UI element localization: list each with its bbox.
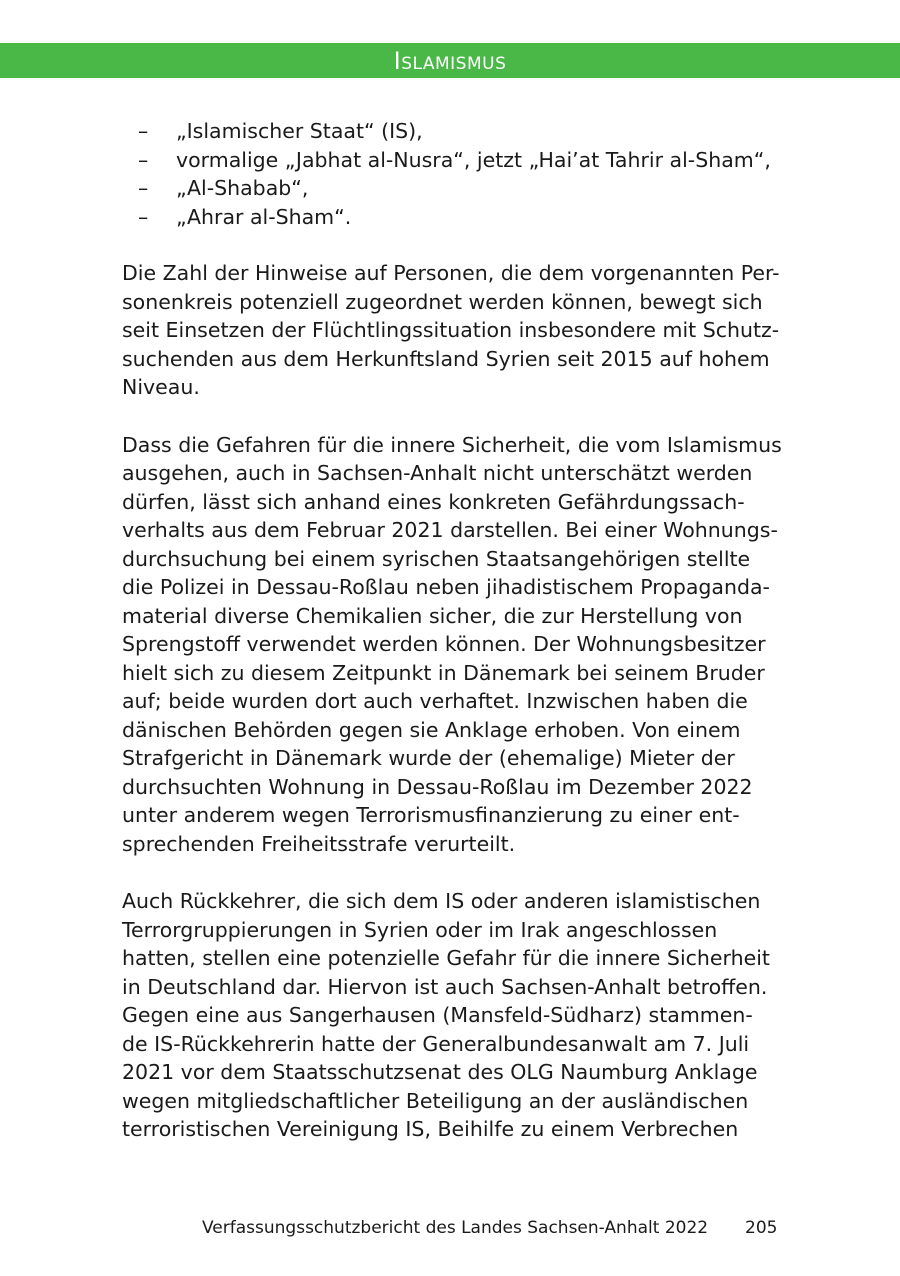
dash-bullet: – — [138, 204, 149, 229]
section-title: Islamismus — [393, 47, 507, 75]
paragraph-returnees — [122, 887, 782, 1144]
page-content — [122, 117, 782, 1144]
list-item-text: „Islamischer Staat“ (IS), — [176, 119, 423, 143]
text-line: wegen mitgliedschaftlicher Beteiligung an der ausländischen — [122, 1088, 749, 1113]
dash-bullet: – — [138, 176, 149, 200]
text-line: Dass die Gefahren für die innere Sicherheit, die vom Islamismus — [122, 432, 782, 457]
paragraph-dessau-case — [122, 431, 782, 859]
page-number: 205 — [745, 1218, 778, 1238]
paragraph-persons-hints — [122, 259, 782, 402]
text-line: suchenden aus dem Herkunftsland Syrien seit 2015 auf hohem — [122, 346, 770, 371]
text-line: durchsuchung bei einem syrischen Staatsangehörigen stellte — [122, 546, 751, 571]
text-line: unter anderem wegen Terrorismusfinanzierung zu einer ent- — [122, 803, 740, 827]
text-line: Terrorgruppierungen in Syrien oder im Irak angeschlossen — [122, 917, 718, 942]
text-line: de IS-Rückkehrerin hatte der Generalbundesanwalt am 7. Juli — [122, 1031, 750, 1056]
text-line: Sprengstoff verwendet werden können. Der Wohnungsbesitzer — [122, 632, 766, 656]
text-line: hielt sich zu diesem Zeitpunkt in Dänemark bei seinem Bruder — [122, 660, 765, 685]
section-header-bar — [0, 43, 900, 78]
list-item-text: vormalige „Jabhat al-Nusra“, jetzt „Hai’at Tahrir al-Sham“, — [176, 147, 771, 172]
footer-report-title: Verfassungsschutzbericht des Landes Sachsen-Anhalt 2022 — [202, 1218, 709, 1238]
text-line: die Polizei in Dessau-Roßlau neben jihadistischem Propaganda- — [122, 575, 770, 599]
text-line: material diverse Chemikalien sicher, die zur Herstellung von — [122, 603, 743, 628]
text-line: seit Einsetzen der Flüchtlingssituation insbesondere mit Schutz- — [122, 318, 780, 342]
text-line: dänischen Behörden gegen sie Anklage erhoben. Von einem — [122, 717, 741, 742]
text-line: in Deutschland dar. Hiervon ist auch Sachsen-Anhalt betroffen. — [122, 974, 768, 999]
text-line: dürfen, lässt sich anhand eines konkreten Gefährdungssach- — [122, 489, 745, 514]
dash-bullet: – — [138, 119, 149, 143]
dash-bullet: – — [138, 147, 149, 172]
text-line: durchsuchten Wohnung in Dessau-Roßlau im Dezember 2022 — [122, 774, 753, 799]
text-line: auf; beide wurden dort auch verhaftet. Inzwischen haben die — [122, 689, 748, 713]
list-item — [122, 117, 782, 146]
text-line: Niveau. — [122, 375, 200, 399]
list-item — [122, 146, 782, 175]
text-line: Strafgericht in Dänemark wurde der (ehemalige) Mieter der — [122, 746, 735, 770]
text-line: sprechenden Freiheitsstrafe verurteilt. — [122, 831, 516, 856]
organization-list — [122, 117, 782, 231]
list-item — [122, 203, 782, 232]
text-line: 2021 vor dem Staatsschutzsenat des OLG Naumburg Anklage — [122, 1060, 758, 1084]
text-line: ausgehen, auch in Sachsen-Anhalt nicht unterschätzt werden — [122, 461, 753, 485]
text-line: sonenkreis potenziell zugeordnet werden können, bewegt sich — [122, 289, 763, 314]
text-line: verhalts aus dem Februar 2021 darstellen. Bei einer Wohnungs- — [122, 518, 778, 542]
list-item-text: „Ahrar al-Sham“. — [176, 204, 352, 229]
text-line: hatten, stellen eine potenzielle Gefahr für die innere Sicherheit — [122, 946, 770, 970]
list-item-text: „Al-Shabab“, — [176, 176, 309, 200]
text-line: Gegen eine aus Sangerhausen (Mansfeld-Südharz) stammen- — [122, 1003, 753, 1027]
page-footer — [0, 1214, 900, 1242]
text-line: Die Zahl der Hinweise auf Personen, die dem vorgenannten Per- — [122, 261, 780, 285]
list-item — [122, 174, 782, 203]
text-line: terroristischen Vereinigung IS, Beihilfe zu einem Verbrechen — [122, 1117, 739, 1141]
text-line: Auch Rückkehrer, die sich dem IS oder anderen islamistischen — [122, 889, 761, 913]
